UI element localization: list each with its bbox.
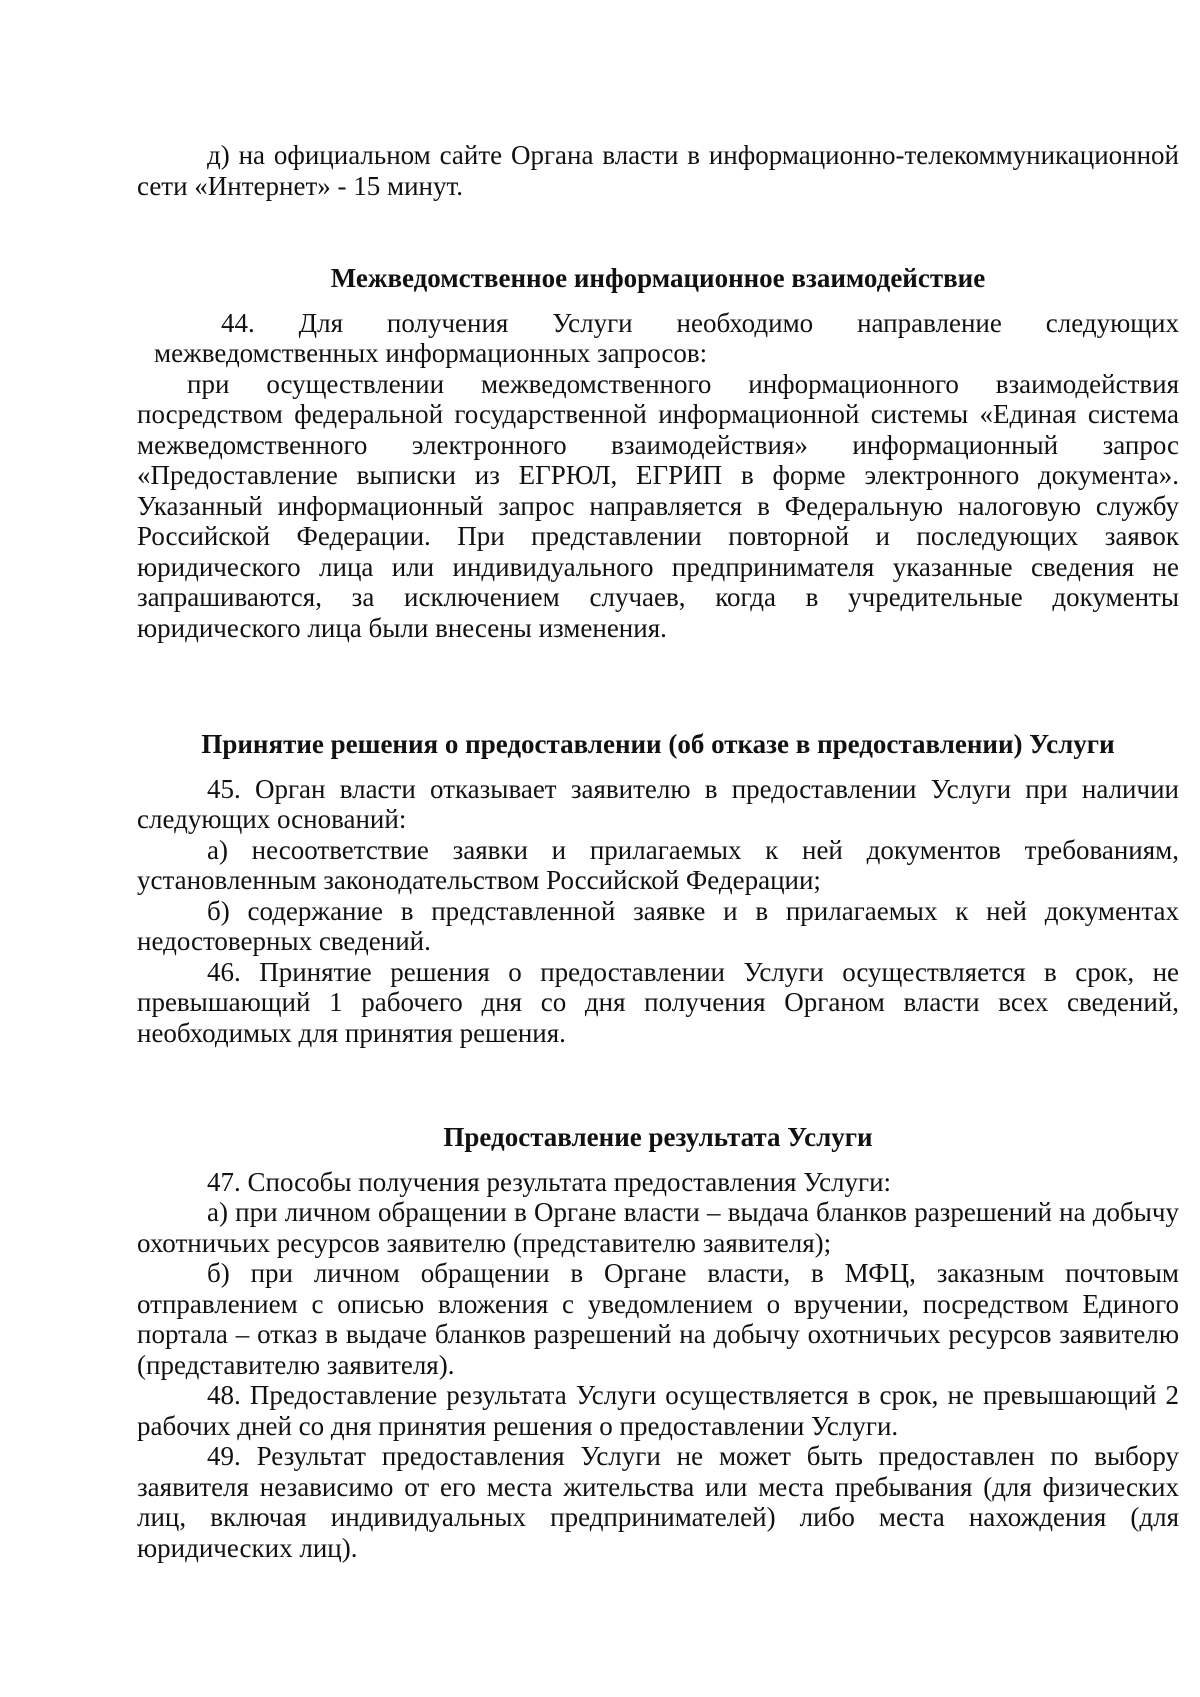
section-heading-result: Предоставление результата Услуги [443, 1122, 873, 1152]
section-body-interagency [137, 308, 1179, 369]
section-heading-decision: Принятие решения о предоставлении (об отказе в предоставлении) Услуги [201, 729, 1115, 759]
paragraph-45-a: а) несоответствие заявки и прилагаемых к ней документов требованиям, установленным законодательством Российской Федерации; [137, 834, 1179, 895]
document-page [137, 140, 1179, 1563]
section-heading-interagency: Межведомственное информационное взаимодействие [330, 263, 986, 293]
paragraph-44: 44. Для получения Услуги необходимо направление следующих межведомственных информационных запросов: [154, 307, 1179, 368]
paragraph-47: 47. Способы получения результата предоставления Услуги: [207, 1166, 892, 1197]
intro-paragraph: д) на официальном сайте Органа власти в информационно-телекоммуникационной сети «Интернет» - 15 минут. [137, 140, 1179, 201]
paragraph-44-detail: при осуществлении межведомственного информационного взаимодействия посредством федеральной государственной информационной системы «Единая система межведомственного электронного взаимодействия» информационный запрос «Предоставление выписки из ЕГРЮЛ, ЕГРИП в форме электронного документа». Указанный информационный запрос направляется в Федеральную налоговую службу Российской Федерации. При представлении повторной и последующих заявок юридического лица или индивидуального предпринимателя указанные сведения не запрашиваются, за исключением случаев, когда в учредительные документы юридического лица были внесены изменения. [137, 368, 1179, 643]
paragraph-48: 48. Предоставление результата Услуги осуществляется в срок, не превышающий 2 рабочих дней со дня принятия решения о предоставлении Услуги. [137, 1380, 1179, 1441]
paragraph-47-a: а) при личном обращении в Органе власти – выдача бланков разрешений на добычу охотничьих ресурсов заявителю (представителю заявителя); [137, 1197, 1179, 1258]
paragraph-45: 45. Орган власти отказывает заявителю в предоставлении Услуги при наличии следующих оснований: [137, 773, 1179, 834]
paragraph-46: 46. Принятие решения о предоставлении Услуги осуществляется в срок, не превышающий 1 рабочего дня со дня получения Органом власти всех сведений, необходимых для принятия решения. [137, 956, 1179, 1048]
paragraph-45-b: б) содержание в представленной заявке и в прилагаемых к ней документах недостоверных сведений. [137, 895, 1179, 956]
paragraph-49: 49. Результат предоставления Услуги не может быть предоставлен по выбору заявителя независимо от его места жительства или места пребывания (для физических лиц, включая индивидуальных предпринимателей) либо места нахождения (для юридических лиц). [137, 1441, 1179, 1563]
paragraph-47-b: б) при личном обращении в Органе власти, в МФЦ, заказным почтовым отправлением с описью вложения с уведомлением о вручении, посредством Единого портала – отказ в выдаче бланков разрешений на добычу охотничьих ресурсов заявителю (представителю заявителя). [137, 1258, 1179, 1380]
